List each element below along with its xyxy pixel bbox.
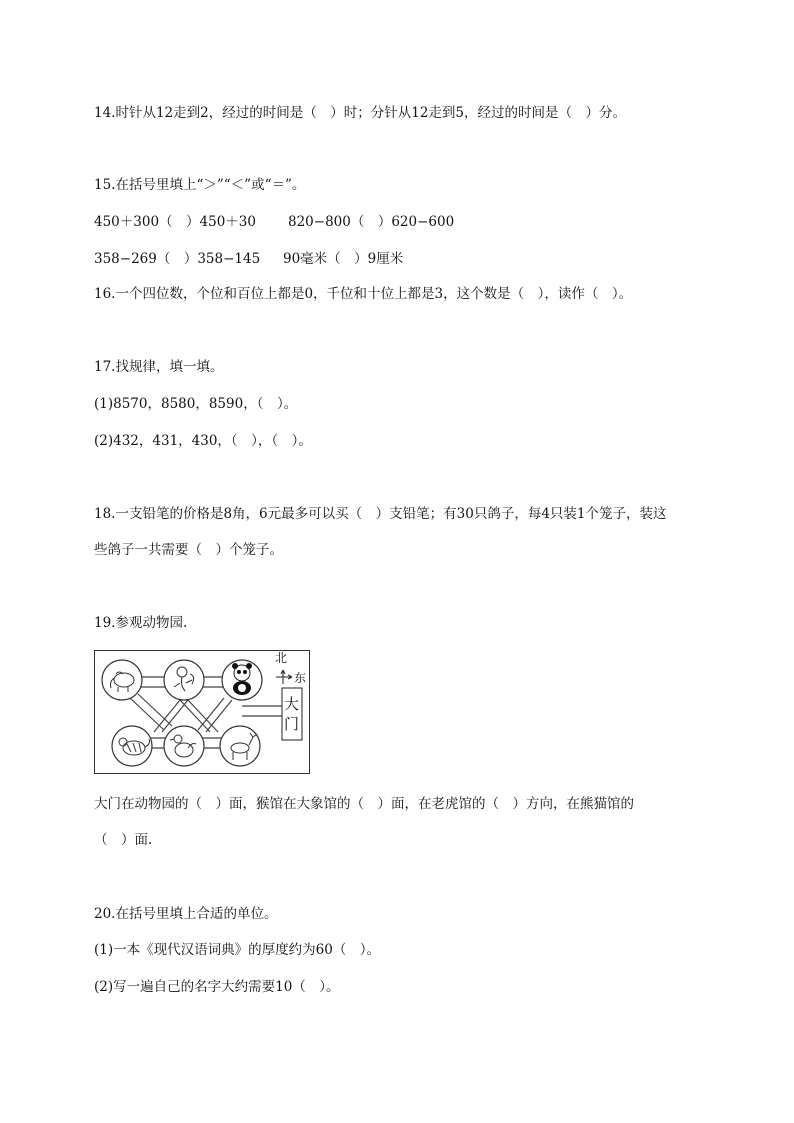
question-20-title: 20.在括号里填上合适的单位。: [94, 906, 278, 922]
question-15-row2-right: 90毫米（ ）9厘米: [283, 251, 404, 267]
gate-label: 大门: [284, 695, 300, 733]
question-14: 14.时针从12走到2，经过的时间是（ ）时；分针从12走到5，经过的时间是（ ）分。: [94, 105, 627, 121]
east-label: 东: [294, 671, 307, 685]
question-15-row1-left: 450＋300（ ）450＋30: [94, 214, 256, 230]
zoo-map: [94, 650, 310, 774]
question-18-line-2: 些鸽子一共需要（ ）个笼子。: [94, 542, 283, 558]
question-19-line-1: 大门在动物园的（ ）面，猴馆在大象馆的（ ）面，在老虎馆的（ ）方向，在熊猫馆的: [94, 796, 634, 812]
question-17-item-1: (1)8570，8580，8590，（ ）。: [94, 396, 298, 412]
elephant-hall: [102, 660, 142, 700]
question-19-line-2: （ ）面.: [94, 832, 153, 848]
question-18-line-1: 18.一支铅笔的价格是8角，6元最多可以买（ ）支铅笔；有30只鸽子，每4只装1个笼子，装这: [94, 506, 667, 522]
question-20-item-2: (2)写一遍自己的名字大约需要10（ ）。: [94, 979, 340, 995]
north-label: 北: [275, 651, 288, 665]
zoo-map-drawing: [94, 650, 310, 774]
bird-hall: [164, 726, 204, 766]
question-16: 16.一个四位数，个位和百位上都是0，千位和十位上都是3，这个数是（ ），读作（ ）。: [94, 286, 633, 302]
question-15-row2-left: 358−269（ ）358−145: [94, 251, 261, 267]
question-17-title: 17.找规律，填一填。: [94, 359, 224, 375]
deer-hall: [220, 726, 260, 766]
question-15-title: 15.在括号里填上“＞”“＜”或“＝”。: [94, 177, 306, 193]
monkey-hall: [164, 660, 204, 700]
question-19-title: 19.参观动物园.: [94, 615, 188, 631]
question-17-item-2: (2)432，431，430，（ ），（ ）。: [94, 433, 312, 449]
question-20-item-1: (1)一本《现代汉语词典》的厚度约为60（ ）。: [94, 942, 381, 958]
question-15-row1-right: 820−800（ ）620−600: [288, 214, 455, 230]
